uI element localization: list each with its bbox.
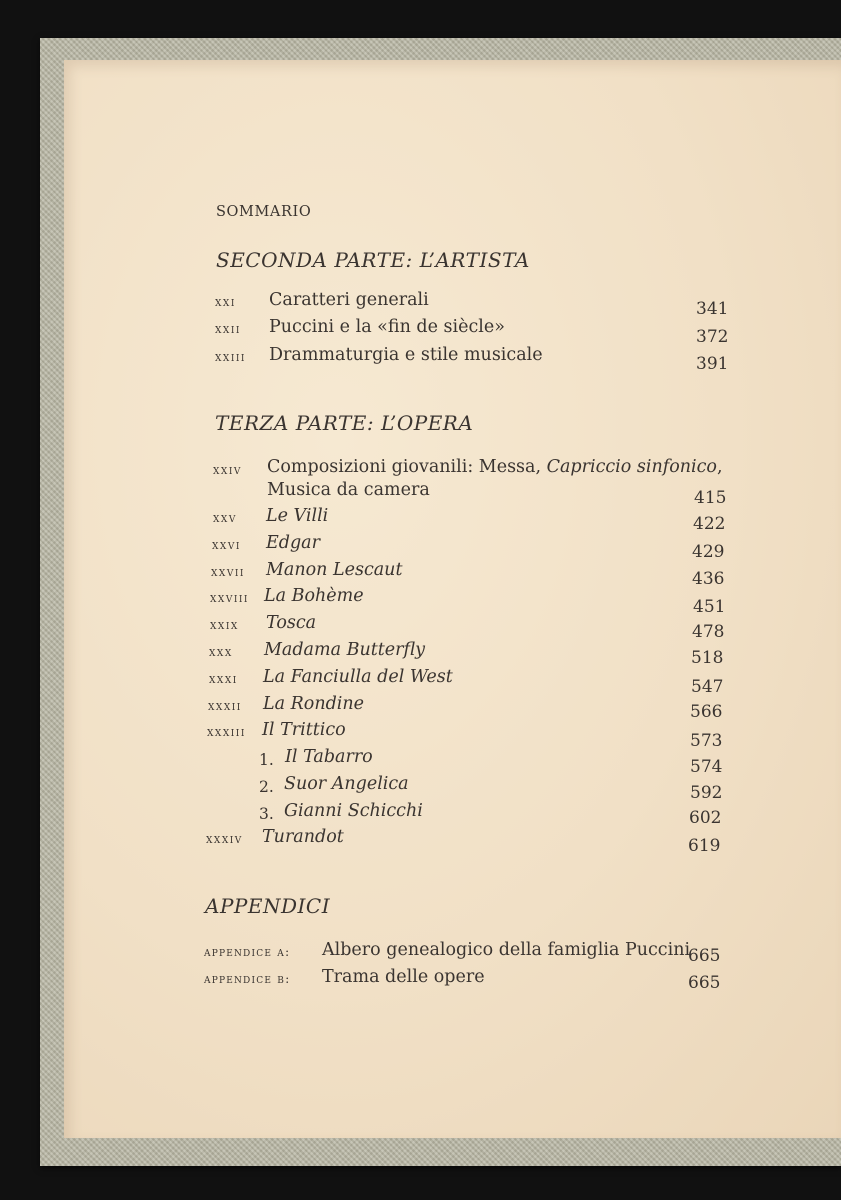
appendix-label: appendice b:: [204, 971, 291, 986]
page-number: 619: [688, 836, 721, 856]
chapter-number: xxxiii: [207, 724, 246, 739]
chapter-title: Il Trittico: [262, 720, 346, 740]
chapter-title: Edgar: [266, 533, 320, 553]
page-number: 341: [696, 299, 729, 319]
chapter-number: xxiii: [215, 349, 246, 364]
page-number: 429: [692, 542, 725, 562]
chapter-title: Madama Butterfly: [264, 640, 426, 660]
chapter-number: xxvi: [212, 537, 241, 552]
chapter-title: Drammaturgia e stile musicale: [269, 345, 543, 365]
chapter-title: La Bohème: [264, 586, 364, 606]
appendix-label: appendice a:: [204, 944, 291, 959]
chapter-number: xxi: [215, 294, 236, 309]
page-number: 436: [692, 569, 725, 589]
page-number: 665: [688, 946, 721, 966]
page-number: 665: [688, 973, 721, 993]
chapter-number: xxii: [215, 321, 241, 336]
page-number: 592: [690, 783, 723, 803]
chapter-number: xxviii: [210, 590, 249, 605]
page-number: 422: [693, 514, 726, 534]
subsection-number: 3.: [259, 805, 274, 823]
chapter-title: Composizioni giovanili: Messa, Capriccio sinfonico,: [267, 457, 723, 477]
chapter-number: xxv: [213, 510, 237, 525]
page-number: 372: [696, 327, 729, 347]
chapter-number: xxx: [209, 644, 233, 659]
chapter-title: Le Villi: [266, 506, 329, 526]
chapter-number: xxiv: [213, 462, 242, 477]
chapter-number: xxix: [210, 617, 239, 632]
subsection-title: Suor Angelica: [284, 774, 409, 794]
subsection-number: 2.: [259, 778, 274, 796]
chapter-title: Tosca: [266, 613, 317, 633]
page-number: 415: [694, 488, 727, 508]
page-number: 478: [692, 622, 725, 642]
page-number: 573: [690, 731, 723, 751]
chapter-number: xxxi: [209, 671, 238, 686]
page-number: 602: [689, 808, 722, 828]
part-title-seconda: SECONDA PARTE: L’ARTISTA: [216, 248, 530, 272]
chapter-title-continued: Musica da camera: [267, 480, 430, 500]
appendix-title: Albero genealogico della famiglia Puccini: [322, 940, 691, 960]
part-title-terza: TERZA PARTE: L’OPERA: [215, 411, 474, 435]
page-number: 547: [691, 677, 724, 697]
chapter-title: Puccini e la «fin de siècle»: [269, 317, 505, 337]
subsection-title: Il Tabarro: [285, 747, 373, 767]
chapter-title: Manon Lescaut: [266, 560, 403, 580]
chapter-title: La Fanciulla del West: [263, 667, 453, 687]
page-number: 451: [693, 597, 726, 617]
chapter-title: La Rondine: [263, 694, 365, 714]
page-number: 566: [690, 702, 723, 722]
chapter-title: Caratteri generali: [269, 290, 429, 310]
appendici-title: APPENDICI: [205, 894, 331, 918]
page-number: 518: [691, 648, 724, 668]
contents-heading: SOMMARIO: [216, 204, 312, 220]
chapter-number: xxvii: [211, 564, 245, 579]
subsection-number: 1.: [259, 751, 274, 769]
chapter-number: xxxii: [208, 698, 242, 713]
chapter-number: xxxiv: [206, 831, 243, 846]
page-number: 391: [696, 354, 729, 374]
chapter-title: Turandot: [262, 827, 344, 847]
subsection-title: Gianni Schicchi: [284, 801, 423, 821]
page-number: 574: [690, 757, 723, 777]
appendix-title: Trama delle opere: [322, 967, 485, 987]
